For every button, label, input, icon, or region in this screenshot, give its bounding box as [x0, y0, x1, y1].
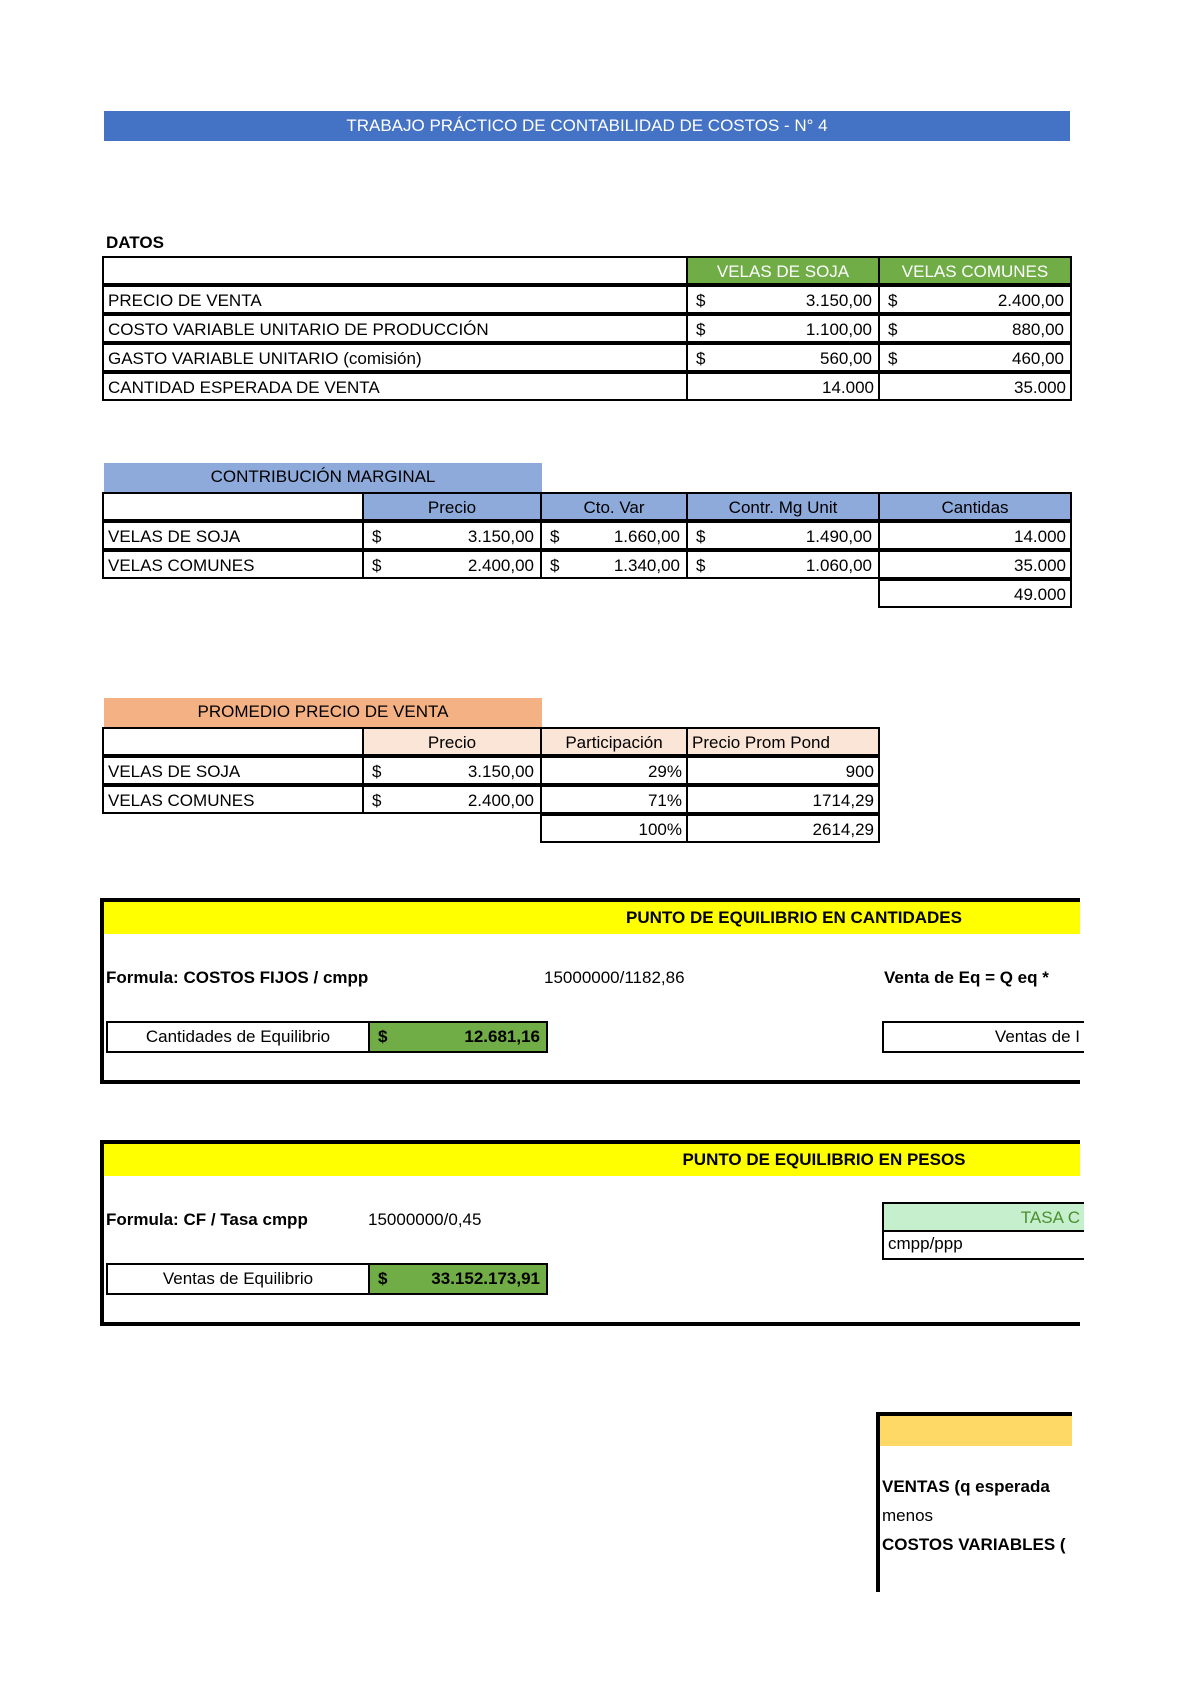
promedio-cell: $ 3.150,00: [362, 756, 542, 785]
promedio-cell: 29%: [540, 756, 688, 785]
contribucion-cell: $ 1.490,00: [686, 521, 880, 550]
promedio-cell: 71%: [540, 785, 688, 814]
promedio-header-empty: [102, 727, 364, 756]
datos-row-label: GASTO VARIABLE UNITARIO (comisión): [102, 343, 688, 372]
promedio-cell: $ 2.400,00: [362, 785, 542, 814]
pe-cantidades-title: PUNTO DE EQUILIBRIO EN CANTIDADES: [104, 902, 1080, 934]
datos-cell: $ 880,00: [878, 314, 1072, 343]
contribucion-title: CONTRIBUCIÓN MARGINAL: [104, 463, 542, 492]
contribucion-row-label: VELAS DE SOJA: [102, 521, 364, 550]
contribucion-cell: $ 2.400,00: [362, 550, 542, 579]
pe-cantidades-result-label: Cantidades de Equilibrio: [106, 1021, 370, 1053]
pe-pesos-formula: Formula: CF / Tasa cmpp: [106, 1210, 308, 1229]
pe-cantidades-result-value: $ 12.681,16: [368, 1021, 548, 1053]
pe-pesos-result-label: Ventas de Equilibrio: [106, 1263, 370, 1295]
promedio-total-ppp: 2614,29: [686, 814, 880, 843]
pe-cantidades-right-formula: Venta de Eq = Q eq *: [884, 968, 1049, 987]
datos-label: DATOS: [106, 233, 164, 252]
estado-ventas: VENTAS (q esperada: [882, 1477, 1050, 1496]
header-cantidas: Cantidas: [878, 492, 1072, 521]
header-precio: Precio: [362, 727, 542, 756]
header-contr-mg: Contr. Mg Unit: [686, 492, 880, 521]
contribucion-cell: $ 1.340,00: [540, 550, 688, 579]
datos-cell: $ 460,00: [878, 343, 1072, 372]
header-cto-var: Cto. Var: [540, 492, 688, 521]
promedio-cell: 1714,29: [686, 785, 880, 814]
promedio-cell: 900: [686, 756, 880, 785]
contribucion-header-empty: [102, 492, 364, 521]
pe-pesos-calc: 15000000/0,45: [368, 1210, 482, 1229]
page-title: TRABAJO PRÁCTICO DE CONTABILIDAD DE COSTOS - N° 4: [104, 111, 1070, 141]
datos-header-empty: [102, 256, 688, 285]
contribucion-cell: 35.000: [878, 550, 1072, 579]
pe-pesos-section: [100, 1140, 1080, 1326]
promedio-total-part: 100%: [540, 814, 688, 843]
datos-row-label: PRECIO DE VENTA: [102, 285, 688, 314]
promedio-row-label: VELAS DE SOJA: [102, 756, 364, 785]
datos-cell: $ 2.400,00: [878, 285, 1072, 314]
pe-pesos-title: PUNTO DE EQUILIBRIO EN PESOS: [104, 1144, 1080, 1176]
contribucion-total: 49.000: [878, 579, 1072, 608]
tasa-header: TASA C: [882, 1202, 1084, 1232]
contribucion-row-label: VELAS COMUNES: [102, 550, 364, 579]
pe-cantidades-section: [100, 898, 1080, 1084]
contribucion-cell: $ 1.660,00: [540, 521, 688, 550]
estado-header: [880, 1416, 1072, 1446]
datos-cell: $ 560,00: [686, 343, 880, 372]
header-precio-prom-pond: Precio Prom Pond: [686, 727, 880, 756]
datos-cell: $ 1.100,00: [686, 314, 880, 343]
promedio-row-label: VELAS COMUNES: [102, 785, 364, 814]
datos-row-label: CANTIDAD ESPERADA DE VENTA: [102, 372, 688, 401]
header-velas-comunes: VELAS COMUNES: [878, 256, 1072, 285]
pe-cantidades-right-box: Ventas de I: [882, 1021, 1084, 1053]
estado-menos: menos: [882, 1506, 934, 1525]
estado-section: [876, 1412, 1072, 1592]
contribucion-cell: 14.000: [878, 521, 1072, 550]
header-participacion: Participación: [540, 727, 688, 756]
contribucion-cell: $ 3.150,00: [362, 521, 542, 550]
datos-row-label: COSTO VARIABLE UNITARIO DE PRODUCCIÓN: [102, 314, 688, 343]
header-precio: Precio: [362, 492, 542, 521]
contribucion-cell: $ 1.060,00: [686, 550, 880, 579]
pe-pesos-result-value: $ 33.152.173,91: [368, 1263, 548, 1295]
datos-cell: 14.000: [686, 372, 880, 401]
datos-cell: $ 3.150,00: [686, 285, 880, 314]
pe-cantidades-formula: Formula: COSTOS FIJOS / cmpp: [106, 968, 369, 987]
datos-cell: 35.000: [878, 372, 1072, 401]
promedio-title: PROMEDIO PRECIO DE VENTA: [104, 698, 542, 727]
tasa-formula: cmpp/ppp: [882, 1230, 1084, 1260]
header-velas-soja: VELAS DE SOJA: [686, 256, 880, 285]
pe-cantidades-calc: 15000000/1182,86: [544, 968, 685, 987]
estado-costos: COSTOS VARIABLES (: [882, 1535, 1066, 1554]
